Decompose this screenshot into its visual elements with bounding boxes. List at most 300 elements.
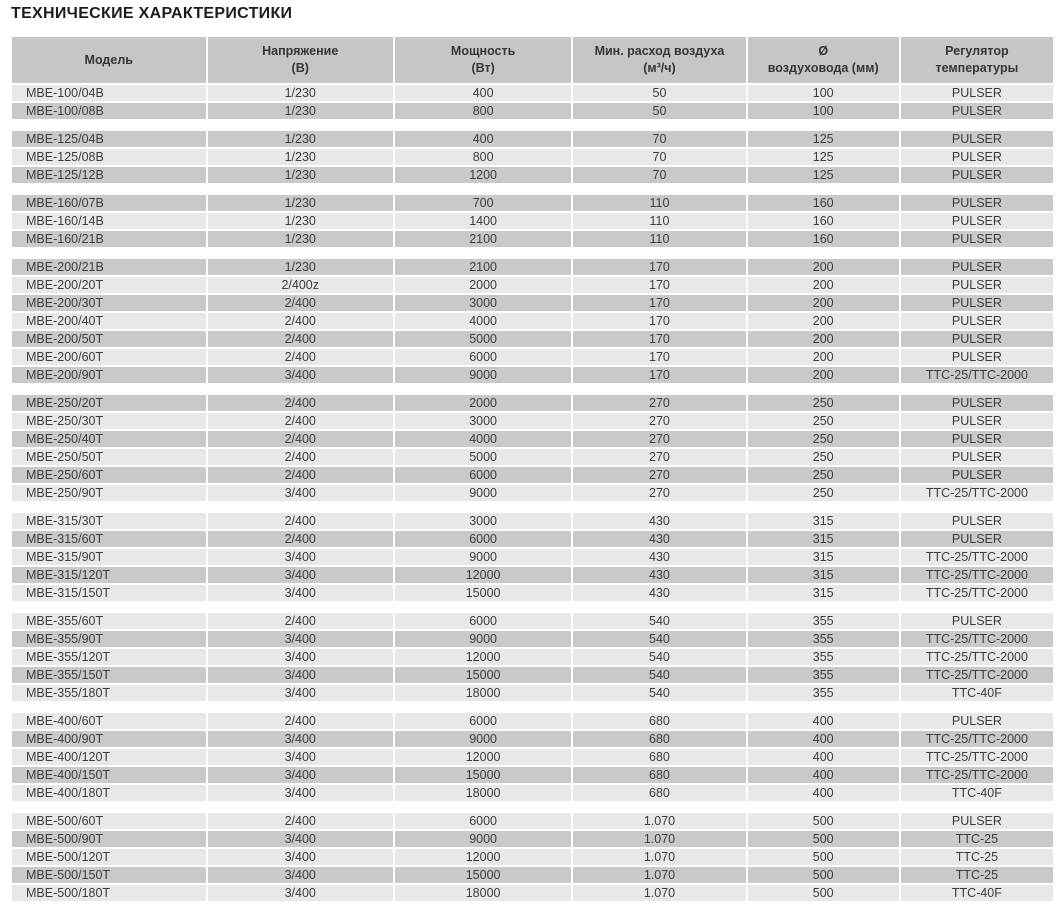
regulator-cell: PULSER <box>901 195 1053 211</box>
regulator-cell: TTC-25 <box>901 867 1053 883</box>
diameter-cell: 315 <box>748 585 899 601</box>
regulator-cell: PULSER <box>901 85 1053 101</box>
voltage-cell: 2/400 <box>208 395 393 411</box>
voltage-cell: 2/400 <box>208 349 393 365</box>
regulator-cell: TTC-25/TTC-2000 <box>901 667 1053 683</box>
airflow-cell: 270 <box>573 413 745 429</box>
regulator-cell: PULSER <box>901 295 1053 311</box>
airflow-cell: 170 <box>573 277 745 293</box>
table-row <box>12 331 1053 347</box>
power-cell: 4000 <box>395 313 571 329</box>
table-row <box>12 713 1053 729</box>
power-cell: 800 <box>395 149 571 165</box>
table-row <box>12 131 1053 147</box>
power-cell: 5000 <box>395 331 571 347</box>
power-cell: 6000 <box>395 813 571 829</box>
column-header-line1: Мощность <box>450 44 516 58</box>
voltage-cell: 1/230 <box>208 213 393 229</box>
model-cell: MBE-250/40T <box>12 431 206 447</box>
model-cell: MBE-250/90T <box>12 485 206 501</box>
diameter-cell: 200 <box>748 331 899 347</box>
diameter-cell: 400 <box>748 785 899 801</box>
regulator-cell: PULSER <box>901 467 1053 483</box>
model-cell: MBE-200/90T <box>12 367 206 383</box>
power-cell: 12000 <box>395 649 571 665</box>
airflow-cell: 170 <box>573 367 745 383</box>
voltage-cell: 1/230 <box>208 85 393 101</box>
voltage-cell: 2/400 <box>208 613 393 629</box>
diameter-cell: 100 <box>748 85 899 101</box>
regulator-cell: PULSER <box>901 431 1053 447</box>
model-cell: MBE-200/60T <box>12 349 206 365</box>
power-cell: 6000 <box>395 467 571 483</box>
table-row <box>12 277 1053 293</box>
table-row <box>12 585 1053 601</box>
column-header-regulator <box>901 37 1053 83</box>
column-header-voltage <box>208 37 393 83</box>
group-separator-cell <box>12 603 1053 611</box>
power-cell: 6000 <box>395 713 571 729</box>
table-row <box>12 531 1053 547</box>
voltage-cell: 3/400 <box>208 585 393 601</box>
power-cell: 3000 <box>395 295 571 311</box>
model-cell: MBE-125/08B <box>12 149 206 165</box>
diameter-cell: 500 <box>748 849 899 865</box>
voltage-cell: 2/400 <box>208 295 393 311</box>
voltage-cell: 1/230 <box>208 195 393 211</box>
table-row <box>12 213 1053 229</box>
airflow-cell: 170 <box>573 331 745 347</box>
diameter-cell: 200 <box>748 295 899 311</box>
table-row <box>12 631 1053 647</box>
diameter-cell: 500 <box>748 867 899 883</box>
power-cell: 18000 <box>395 885 571 901</box>
table-row <box>12 431 1053 447</box>
airflow-cell: 540 <box>573 667 745 683</box>
diameter-cell: 250 <box>748 413 899 429</box>
diameter-cell: 315 <box>748 513 899 529</box>
regulator-cell: TTC-25/TTC-2000 <box>901 567 1053 583</box>
table-row <box>12 567 1053 583</box>
header-row <box>12 37 1053 83</box>
table-row <box>12 485 1053 501</box>
column-header-diameter <box>748 37 899 83</box>
regulator-cell: TTC-25/TTC-2000 <box>901 367 1053 383</box>
power-cell: 1200 <box>395 167 571 183</box>
regulator-cell: TTC-25/TTC-2000 <box>901 731 1053 747</box>
airflow-cell: 680 <box>573 767 745 783</box>
diameter-cell: 250 <box>748 395 899 411</box>
regulator-cell: TTC-25/TTC-2000 <box>901 749 1053 765</box>
voltage-cell: 3/400 <box>208 485 393 501</box>
regulator-cell: PULSER <box>901 149 1053 165</box>
table-header <box>12 37 1053 83</box>
table-row <box>12 467 1053 483</box>
diameter-cell: 400 <box>748 749 899 765</box>
airflow-cell: 1.070 <box>573 831 745 847</box>
model-cell: MBE-200/40T <box>12 313 206 329</box>
model-cell: MBE-315/60T <box>12 531 206 547</box>
airflow-cell: 430 <box>573 513 745 529</box>
group-separator-cell <box>12 503 1053 511</box>
airflow-cell: 430 <box>573 585 745 601</box>
diameter-cell: 400 <box>748 767 899 783</box>
airflow-cell: 170 <box>573 295 745 311</box>
airflow-cell: 680 <box>573 731 745 747</box>
airflow-cell: 1.070 <box>573 849 745 865</box>
table-row <box>12 395 1053 411</box>
regulator-cell: PULSER <box>901 813 1053 829</box>
diameter-cell: 315 <box>748 549 899 565</box>
diameter-cell: 250 <box>748 449 899 465</box>
table-row <box>12 167 1053 183</box>
airflow-cell: 270 <box>573 485 745 501</box>
voltage-cell: 3/400 <box>208 567 393 583</box>
table-row <box>12 849 1053 865</box>
model-cell: MBE-500/150T <box>12 867 206 883</box>
model-cell: MBE-500/180T <box>12 885 206 901</box>
table-row <box>12 231 1053 247</box>
group-separator <box>12 503 1053 511</box>
diameter-cell: 355 <box>748 667 899 683</box>
airflow-cell: 110 <box>573 213 745 229</box>
airflow-cell: 110 <box>573 231 745 247</box>
model-cell: MBE-200/20T <box>12 277 206 293</box>
regulator-cell: PULSER <box>901 131 1053 147</box>
table-row <box>12 549 1053 565</box>
group-separator <box>12 121 1053 129</box>
power-cell: 2000 <box>395 395 571 411</box>
diameter-cell: 315 <box>748 531 899 547</box>
table-row <box>12 349 1053 365</box>
model-cell: MBE-100/04B <box>12 85 206 101</box>
voltage-cell: 2/400 <box>208 413 393 429</box>
table-row <box>12 259 1053 275</box>
voltage-cell: 2/400 <box>208 449 393 465</box>
regulator-cell: TTC-25 <box>901 831 1053 847</box>
power-cell: 4000 <box>395 431 571 447</box>
power-cell: 400 <box>395 131 571 147</box>
diameter-cell: 125 <box>748 131 899 147</box>
voltage-cell: 3/400 <box>208 749 393 765</box>
model-cell: MBE-160/21B <box>12 231 206 247</box>
airflow-cell: 430 <box>573 531 745 547</box>
table-row <box>12 731 1053 747</box>
table-row <box>12 195 1053 211</box>
voltage-cell: 2/400 <box>208 513 393 529</box>
regulator-cell: TTC-25/TTC-2000 <box>901 631 1053 647</box>
airflow-cell: 170 <box>573 313 745 329</box>
voltage-cell: 1/230 <box>208 259 393 275</box>
voltage-cell: 3/400 <box>208 849 393 865</box>
power-cell: 9000 <box>395 367 571 383</box>
power-cell: 2100 <box>395 259 571 275</box>
regulator-cell: PULSER <box>901 231 1053 247</box>
regulator-cell: PULSER <box>901 713 1053 729</box>
voltage-cell: 2/400 <box>208 313 393 329</box>
group-separator <box>12 385 1053 393</box>
airflow-cell: 170 <box>573 259 745 275</box>
column-header-line2: (В) <box>291 61 309 75</box>
airflow-cell: 680 <box>573 785 745 801</box>
diameter-cell: 125 <box>748 149 899 165</box>
diameter-cell: 500 <box>748 813 899 829</box>
regulator-cell: PULSER <box>901 167 1053 183</box>
voltage-cell: 2/400 <box>208 331 393 347</box>
power-cell: 9000 <box>395 485 571 501</box>
column-header-line2: воздуховода (мм) <box>767 61 879 75</box>
diameter-cell: 200 <box>748 367 899 383</box>
voltage-cell: 2/400 <box>208 467 393 483</box>
power-cell: 400 <box>395 85 571 101</box>
power-cell: 15000 <box>395 585 571 601</box>
power-cell: 12000 <box>395 849 571 865</box>
airflow-cell: 430 <box>573 567 745 583</box>
group-separator-cell <box>12 703 1053 711</box>
diameter-cell: 160 <box>748 231 899 247</box>
diameter-cell: 250 <box>748 467 899 483</box>
diameter-cell: 500 <box>748 831 899 847</box>
model-cell: MBE-355/150T <box>12 667 206 683</box>
column-header-line1: Напряжение <box>262 44 339 58</box>
power-cell: 3000 <box>395 513 571 529</box>
diameter-cell: 500 <box>748 885 899 901</box>
voltage-cell: 3/400 <box>208 367 393 383</box>
diameter-cell: 400 <box>748 713 899 729</box>
regulator-cell: PULSER <box>901 531 1053 547</box>
voltage-cell: 3/400 <box>208 667 393 683</box>
regulator-cell: TTC-40F <box>901 785 1053 801</box>
power-cell: 12000 <box>395 749 571 765</box>
column-header-line1: Модель <box>84 52 133 67</box>
regulator-cell: TTC-25/TTC-2000 <box>901 767 1053 783</box>
diameter-cell: 200 <box>748 259 899 275</box>
airflow-cell: 110 <box>573 195 745 211</box>
airflow-cell: 70 <box>573 167 745 183</box>
group-separator-cell <box>12 249 1053 257</box>
model-cell: MBE-125/04B <box>12 131 206 147</box>
airflow-cell: 70 <box>573 131 745 147</box>
power-cell: 6000 <box>395 613 571 629</box>
power-cell: 800 <box>395 103 571 119</box>
table-row <box>12 767 1053 783</box>
voltage-cell: 2/400z <box>208 277 393 293</box>
voltage-cell: 2/400 <box>208 531 393 547</box>
group-separator-cell <box>12 121 1053 129</box>
group-separator <box>12 703 1053 711</box>
model-cell: MBE-250/30T <box>12 413 206 429</box>
group-separator <box>12 185 1053 193</box>
model-cell: MBE-250/50T <box>12 449 206 465</box>
diameter-cell: 315 <box>748 567 899 583</box>
table-row <box>12 367 1053 383</box>
power-cell: 18000 <box>395 685 571 701</box>
group-separator <box>12 249 1053 257</box>
voltage-cell: 3/400 <box>208 731 393 747</box>
group-separator-cell <box>12 803 1053 811</box>
regulator-cell: PULSER <box>901 259 1053 275</box>
power-cell: 15000 <box>395 667 571 683</box>
diameter-cell: 200 <box>748 313 899 329</box>
diameter-cell: 250 <box>748 431 899 447</box>
table-row <box>12 313 1053 329</box>
airflow-cell: 270 <box>573 431 745 447</box>
diameter-cell: 355 <box>748 649 899 665</box>
power-cell: 2100 <box>395 231 571 247</box>
table-row <box>12 685 1053 701</box>
model-cell: MBE-200/30T <box>12 295 206 311</box>
model-cell: MBE-400/60T <box>12 713 206 729</box>
model-cell: MBE-315/150T <box>12 585 206 601</box>
model-cell: MBE-355/180T <box>12 685 206 701</box>
airflow-cell: 540 <box>573 631 745 647</box>
table-row <box>12 295 1053 311</box>
power-cell: 1400 <box>395 213 571 229</box>
model-cell: MBE-315/90T <box>12 549 206 565</box>
power-cell: 15000 <box>395 767 571 783</box>
column-header-line2: (м³/ч) <box>643 61 676 75</box>
table-row <box>12 785 1053 801</box>
table-row <box>12 103 1053 119</box>
model-cell: MBE-200/21B <box>12 259 206 275</box>
airflow-cell: 430 <box>573 549 745 565</box>
voltage-cell: 1/230 <box>208 131 393 147</box>
diameter-cell: 160 <box>748 195 899 211</box>
column-header-line1: Регулятор <box>945 44 1009 58</box>
power-cell: 9000 <box>395 631 571 647</box>
voltage-cell: 1/230 <box>208 231 393 247</box>
model-cell: MBE-500/90T <box>12 831 206 847</box>
regulator-cell: TTC-40F <box>901 885 1053 901</box>
table-row <box>12 885 1053 901</box>
airflow-cell: 1.070 <box>573 885 745 901</box>
model-cell: MBE-125/12B <box>12 167 206 183</box>
model-cell: MBE-315/120T <box>12 567 206 583</box>
airflow-cell: 50 <box>573 103 745 119</box>
voltage-cell: 1/230 <box>208 149 393 165</box>
airflow-cell: 270 <box>573 467 745 483</box>
table-row <box>12 649 1053 665</box>
airflow-cell: 540 <box>573 613 745 629</box>
diameter-cell: 200 <box>748 277 899 293</box>
regulator-cell: PULSER <box>901 613 1053 629</box>
column-header-power <box>395 37 571 83</box>
technical-specs-table <box>10 35 1055 903</box>
voltage-cell: 1/230 <box>208 167 393 183</box>
column-header-airflow <box>573 37 745 83</box>
regulator-cell: PULSER <box>901 513 1053 529</box>
airflow-cell: 540 <box>573 649 745 665</box>
regulator-cell: PULSER <box>901 449 1053 465</box>
regulator-cell: TTC-25 <box>901 849 1053 865</box>
power-cell: 3000 <box>395 413 571 429</box>
voltage-cell: 2/400 <box>208 813 393 829</box>
model-cell: MBE-355/90T <box>12 631 206 647</box>
model-cell: MBE-355/120T <box>12 649 206 665</box>
power-cell: 2000 <box>395 277 571 293</box>
regulator-cell: PULSER <box>901 395 1053 411</box>
voltage-cell: 2/400 <box>208 713 393 729</box>
airflow-cell: 680 <box>573 749 745 765</box>
regulator-cell: TTC-25/TTC-2000 <box>901 485 1053 501</box>
regulator-cell: TTC-40F <box>901 685 1053 701</box>
power-cell: 9000 <box>395 549 571 565</box>
airflow-cell: 170 <box>573 349 745 365</box>
table-row <box>12 867 1053 883</box>
group-separator <box>12 603 1053 611</box>
diameter-cell: 400 <box>748 731 899 747</box>
voltage-cell: 3/400 <box>208 831 393 847</box>
column-header-line2: (Вт) <box>471 61 495 75</box>
column-header-model <box>12 37 206 83</box>
model-cell: MBE-500/60T <box>12 813 206 829</box>
table-row <box>12 413 1053 429</box>
power-cell: 700 <box>395 195 571 211</box>
group-separator-cell <box>12 185 1053 193</box>
power-cell: 5000 <box>395 449 571 465</box>
model-cell: MBE-355/60T <box>12 613 206 629</box>
regulator-cell: PULSER <box>901 413 1053 429</box>
diameter-cell: 355 <box>748 613 899 629</box>
group-separator-cell <box>12 385 1053 393</box>
regulator-cell: PULSER <box>901 277 1053 293</box>
regulator-cell: PULSER <box>901 313 1053 329</box>
power-cell: 6000 <box>395 531 571 547</box>
model-cell: MBE-200/50T <box>12 331 206 347</box>
group-separator <box>12 803 1053 811</box>
voltage-cell: 1/230 <box>208 103 393 119</box>
airflow-cell: 1.070 <box>573 867 745 883</box>
table-row <box>12 149 1053 165</box>
regulator-cell: TTC-25/TTC-2000 <box>901 549 1053 565</box>
table-row <box>12 449 1053 465</box>
model-cell: MBE-250/20T <box>12 395 206 411</box>
airflow-cell: 70 <box>573 149 745 165</box>
power-cell: 18000 <box>395 785 571 801</box>
model-cell: MBE-400/120T <box>12 749 206 765</box>
diameter-cell: 355 <box>748 631 899 647</box>
table-row <box>12 813 1053 829</box>
power-cell: 9000 <box>395 731 571 747</box>
airflow-cell: 540 <box>573 685 745 701</box>
model-cell: MBE-160/07B <box>12 195 206 211</box>
column-header-line1: Мин. расход воздуха <box>594 44 725 58</box>
table-row <box>12 513 1053 529</box>
regulator-cell: PULSER <box>901 331 1053 347</box>
airflow-cell: 270 <box>573 395 745 411</box>
regulator-cell: PULSER <box>901 349 1053 365</box>
voltage-cell: 3/400 <box>208 549 393 565</box>
table-row <box>12 831 1053 847</box>
model-cell: MBE-315/30T <box>12 513 206 529</box>
voltage-cell: 3/400 <box>208 631 393 647</box>
diameter-cell: 355 <box>748 685 899 701</box>
diameter-cell: 100 <box>748 103 899 119</box>
table-row <box>12 667 1053 683</box>
regulator-cell: PULSER <box>901 213 1053 229</box>
column-header-line1: Ø <box>818 44 829 58</box>
voltage-cell: 3/400 <box>208 685 393 701</box>
airflow-cell: 270 <box>573 449 745 465</box>
power-cell: 12000 <box>395 567 571 583</box>
model-cell: MBE-400/180T <box>12 785 206 801</box>
model-cell: MBE-400/150T <box>12 767 206 783</box>
regulator-cell: TTC-25/TTC-2000 <box>901 585 1053 601</box>
voltage-cell: 3/400 <box>208 867 393 883</box>
model-cell: MBE-250/60T <box>12 467 206 483</box>
power-cell: 9000 <box>395 831 571 847</box>
column-header-line2: температуры <box>935 61 1019 75</box>
